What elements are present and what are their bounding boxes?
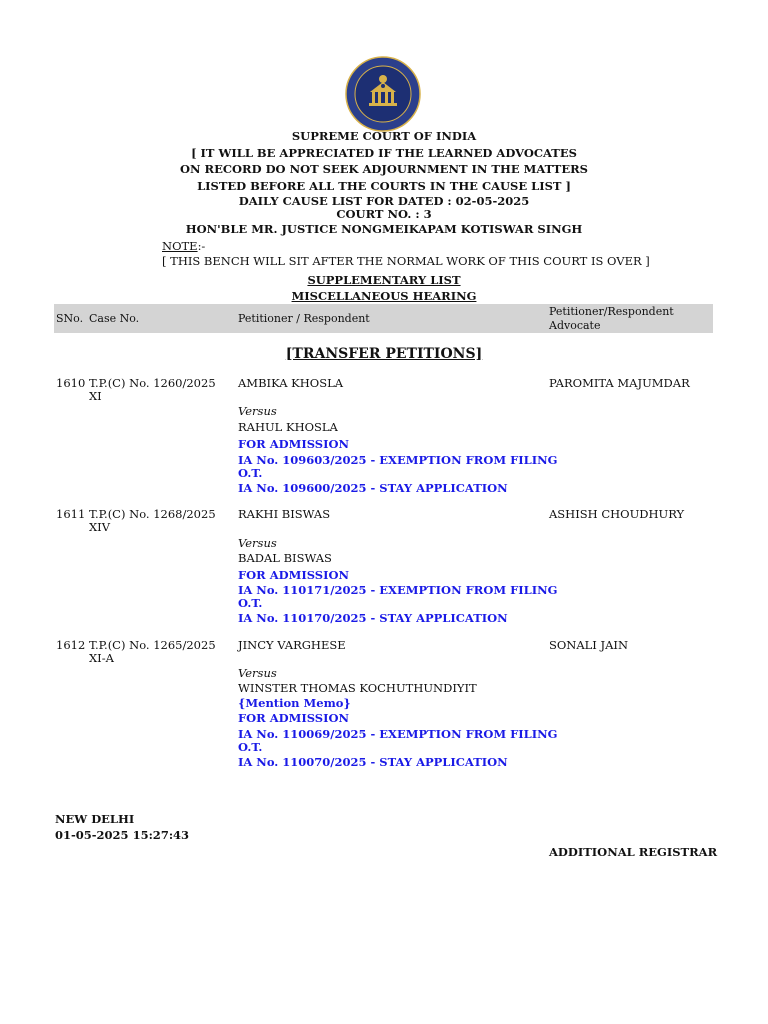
case-suffix: XI [89, 389, 102, 403]
case-number: T.P.(C) No. 1268/2025 [89, 507, 216, 521]
admission-label: FOR ADMISSION [238, 437, 350, 451]
ia-stay: IA No. 110070/2025 - STAY APPLICATION [238, 755, 508, 769]
appeal-line-2: ON RECORD DO NOT SEEK ADJOURNMENT IN THE MATTERS [180, 162, 588, 176]
advocate: SONALI JAIN [549, 638, 629, 652]
respondent: WINSTER THOMAS KOCHUTHUNDIYIT [238, 681, 477, 695]
respondent: RAHUL KHOSLA [238, 420, 338, 434]
section-title: [TRANSFER PETITIONS] [285, 346, 483, 362]
admission-label: FOR ADMISSION [238, 711, 350, 725]
case-sno: 1610 [56, 376, 86, 390]
ia-stay: IA No. 110170/2025 - STAY APPLICATION [238, 611, 508, 625]
petitioner: JINCY VARGHESE [238, 638, 346, 652]
note-label: NOTE:- [162, 239, 206, 253]
petitioner: RAKHI BISWAS [238, 507, 331, 521]
list-type: SUPPLEMENTARY LIST [307, 273, 461, 287]
versus-label: Versus [238, 536, 277, 550]
admission-label: FOR ADMISSION [238, 568, 350, 582]
advocate: PAROMITA MAJUMDAR [549, 376, 690, 390]
case-suffix: XI-A [89, 651, 114, 665]
header-parties: Petitioner / Respondent [238, 312, 370, 325]
case-sno: 1611 [56, 507, 86, 521]
ia-exemption-cont: O.T. [238, 466, 263, 480]
ia-exemption: IA No. 110069/2025 - EXEMPTION FROM FILING [238, 727, 558, 741]
case-number: T.P.(C) No. 1260/2025 [89, 376, 216, 390]
court-name: SUPREME COURT OF INDIA [291, 129, 477, 143]
respondent: BADAL BISWAS [238, 551, 332, 565]
bench-name: HON'BLE MR. JUSTICE NONGMEIKAPAM KOTISWAR SINGH [185, 222, 583, 236]
ia-exemption-cont: O.T. [238, 740, 263, 754]
ia-exemption: IA No. 109603/2025 - EXEMPTION FROM FILING [238, 453, 558, 467]
case-suffix: XIV [89, 520, 111, 534]
case-sno: 1612 [56, 638, 86, 652]
cause-list-date: DAILY CAUSE LIST FOR DATED : 02-05-2025 [238, 194, 530, 208]
appeal-line-3: LISTED BEFORE ALL THE COURTS IN THE CAUSE LIST ] [197, 179, 571, 193]
versus-label: Versus [238, 666, 277, 680]
header-sno: SNo. [56, 312, 84, 325]
header-advocate-2: Advocate [549, 319, 601, 332]
footer-signatory: ADDITIONAL REGISTRAR [549, 845, 718, 859]
hearing-type: MISCELLANEOUS HEARING [291, 289, 477, 303]
petitioner: AMBIKA KHOSLA [238, 376, 344, 390]
footer-timestamp: 01-05-2025 15:27:43 [55, 828, 190, 842]
advocate: ASHISH CHOUDHURY [549, 507, 685, 521]
appeal-line-1: [ IT WILL BE APPRECIATED IF THE LEARNED ADVOCATES [191, 146, 577, 160]
header-advocate-1: Petitioner/Respondent [549, 305, 674, 318]
case-number: T.P.(C) No. 1265/2025 [89, 638, 216, 652]
ia-stay: IA No. 109600/2025 - STAY APPLICATION [238, 481, 508, 495]
ia-exemption-cont: O.T. [238, 596, 263, 610]
court-number: COURT NO. : 3 [336, 207, 432, 221]
header-case-no: Case No. [89, 312, 140, 325]
ia-exemption: IA No. 110171/2025 - EXEMPTION FROM FILING [238, 583, 558, 597]
versus-label: Versus [238, 404, 277, 418]
supreme-court-seal [345, 56, 421, 132]
mention-memo: {Mention Memo} [238, 696, 351, 710]
note-text: [ THIS BENCH WILL SIT AFTER THE NORMAL WORK OF THIS COURT IS OVER ] [162, 254, 650, 268]
footer-place: NEW DELHI [55, 812, 135, 826]
